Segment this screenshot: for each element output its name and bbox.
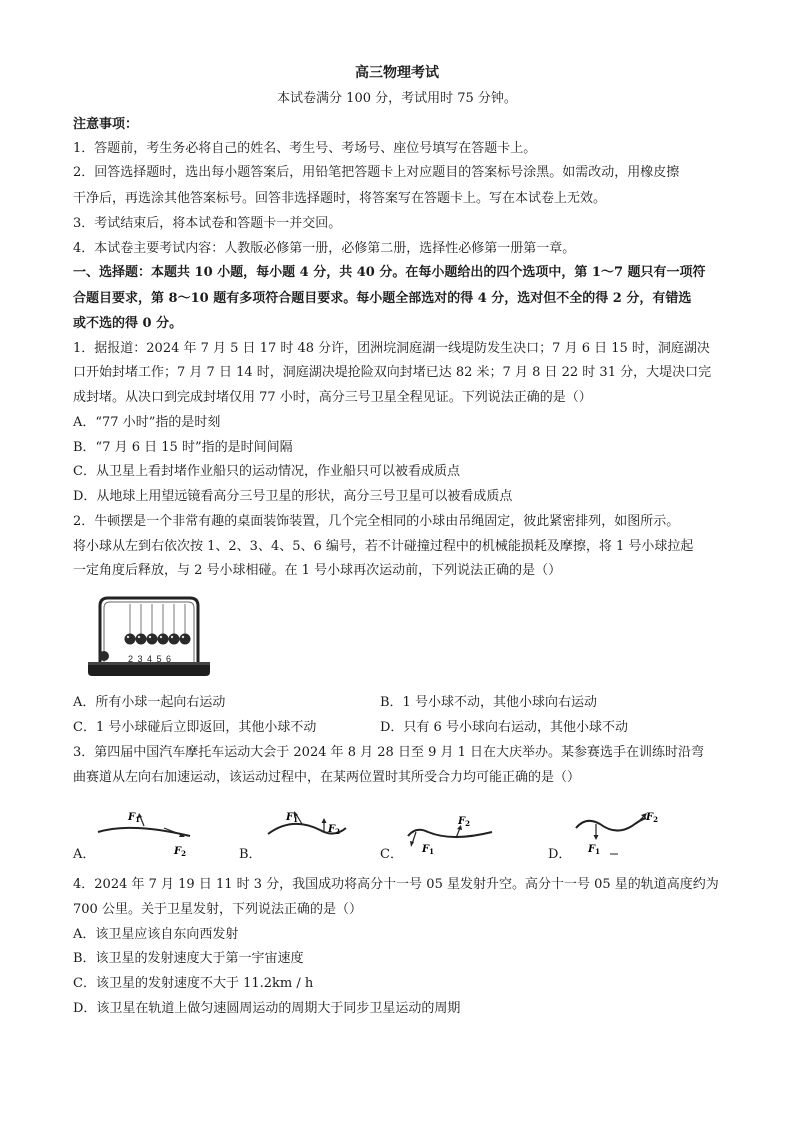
svg-text:F1: $F_1$ bbox=[286, 812, 298, 824]
q3-stem: 曲赛道从左向右加速运动，该运动过程中，在某两位置时其所受合力均可能正确的是（） bbox=[73, 770, 581, 785]
svg-text:F2: $F_2$ bbox=[328, 824, 340, 836]
q3-option-d-diagram bbox=[570, 806, 670, 861]
page-title: 高三物理考试 bbox=[355, 65, 439, 81]
q2-option-c: C．1 号小球碰后立即返回，其他小球不动 bbox=[73, 720, 317, 735]
q2-stem: 一定角度后释放，与 2 号小球相碰。在 1 号小球再次运动前，下列说法正确的是（） bbox=[73, 563, 562, 578]
q1-option-a: A．“77 小时”指的是时刻 bbox=[73, 415, 221, 430]
q3-option-b-label: B． bbox=[239, 847, 262, 862]
q2-option-d: D．只有 6 号小球向右运动，其他小球不动 bbox=[380, 720, 628, 735]
q3-stem: 3．第四届中国汽车摩托车运动大会于 2024 年 8 月 28 日至 9 月 1 日在大庆举办。某参赛选手在训练时沿弯 bbox=[73, 745, 705, 760]
q4-option-b: B．该卫星的发射速度大于第一宇宙速度 bbox=[73, 951, 304, 966]
q4-option-a: A．该卫星应该自东向西发射 bbox=[73, 927, 239, 942]
q3-option-c-label: C． bbox=[380, 847, 403, 862]
q1-stem: 成封堵。从决口到完成封堵仅用 77 小时，高分三号卫星全程见证。下列说法正确的是（） bbox=[73, 390, 592, 405]
newton-cradle-figure bbox=[70, 592, 220, 682]
q3-option-b-diagram bbox=[262, 806, 362, 861]
q4-option-c: C．该卫星的发射速度不大于 11.2km / h bbox=[73, 976, 314, 991]
q1-option-b: B．“7 月 6 日 15 时”指的是时间间隔 bbox=[73, 440, 293, 455]
notice-item: 3．考试结束后，将本试卷和答题卡一并交回。 bbox=[73, 216, 342, 231]
svg-text:F2: $F_2$ bbox=[646, 812, 658, 824]
section-heading: 或不选的得 0 分。 bbox=[73, 316, 183, 331]
section-heading: 合题目要求，第 8～10 题有多项符合题目要求。每小题全部选对的得 4 分，选对但不全的得 2 分，有错选 bbox=[73, 291, 692, 306]
notice-item: 干净后，再选涂其他答案标号。回答非选择题时，将答案写在答题卡上。写在本试卷上无效。 bbox=[73, 191, 607, 206]
svg-text:F2: $F_2$ bbox=[174, 846, 186, 858]
q1-stem: 1．据报道：2024 年 7 月 5 日 17 时 48 分许，团洲垸洞庭湖一线堤防发生决口；7 月 6 日 15 时，洞庭湖决 bbox=[73, 341, 710, 356]
page-subtitle: 本试卷满分 100 分，考试用时 75 分钟。 bbox=[277, 91, 517, 106]
q4-stem: 700 公里。关于卫星发射，下列说法正确的是（） bbox=[73, 902, 362, 917]
notice-heading: 注意事项： bbox=[73, 117, 139, 132]
q3-option-c-diagram bbox=[402, 808, 502, 863]
q2-stem: 将小球从左到右依次按 1、2、3、4、5、6 编号，若不计碰撞过程中的机械能损耗及摩擦，将 1 号小球拉起 bbox=[73, 539, 694, 554]
q1-stem: 口开始封堵工作；7 月 7 日 14 时，洞庭湖决堤抢险双向封堵已达 82 米；7 月 8 日 22 时 31 分，大堤决口完 bbox=[73, 365, 712, 380]
q2-stem: 2．牛顿摆是一个非常有趣的桌面装饰装置，几个完全相同的小球由吊绳固定，彼此紧密排列，如图所示。 bbox=[73, 514, 680, 529]
q3-option-a-label: A． bbox=[73, 847, 96, 862]
q4-option-d: D．该卫星在轨道上做匀速圆周运动的周期大于同步卫星运动的周期 bbox=[73, 1001, 461, 1016]
section-heading: 一、选择题：本题共 10 小题，每小题 4 分，共 40 分。在每小题给出的四个选项中，第 1～7 题只有一项符 bbox=[73, 265, 706, 280]
q3-option-a-diagram bbox=[92, 808, 202, 863]
q4-stem: 4．2024 年 7 月 19 日 11 时 3 分，我国成功将高分十一号 05 星发射升空。高分十一号 05 星的轨道高度约为 bbox=[73, 877, 719, 892]
svg-text:F1: $F_1$ bbox=[128, 812, 140, 824]
q2-option-a: A．所有小球一起向右运动 bbox=[73, 695, 226, 710]
figure-ball-numbers: 23456 bbox=[128, 654, 176, 664]
svg-text:F1: $F_1$ bbox=[588, 844, 600, 856]
q1-option-c: C．从卫星上看封堵作业船只的运动情况，作业船只可以被看成质点 bbox=[73, 464, 460, 479]
q2-option-b: B．1 号小球不动，其他小球向右运动 bbox=[380, 695, 597, 710]
notice-item: 4．本试卷主要考试内容：人教版必修第一册，必修第二册，选择性必修第一册第一章。 bbox=[73, 241, 576, 256]
notice-item: 2．回答选择题时，选出每小题答案后，用铅笔把答题卡上对应题目的答案标号涂黑。如需改动，用橡皮擦 bbox=[73, 165, 680, 180]
q1-option-d: D．从地球上用望远镜看高分三号卫星的形状，高分三号卫星可以被看成质点 bbox=[73, 489, 513, 504]
svg-text:F1: $F_1$ bbox=[422, 844, 434, 856]
svg-text:F2: $F_2$ bbox=[458, 816, 470, 828]
q3-option-d-label: D． bbox=[548, 847, 572, 862]
notice-item: 1．答题前，考生务必将自己的姓名、考生号、考场号、座位号填写在答题卡上。 bbox=[73, 141, 537, 156]
